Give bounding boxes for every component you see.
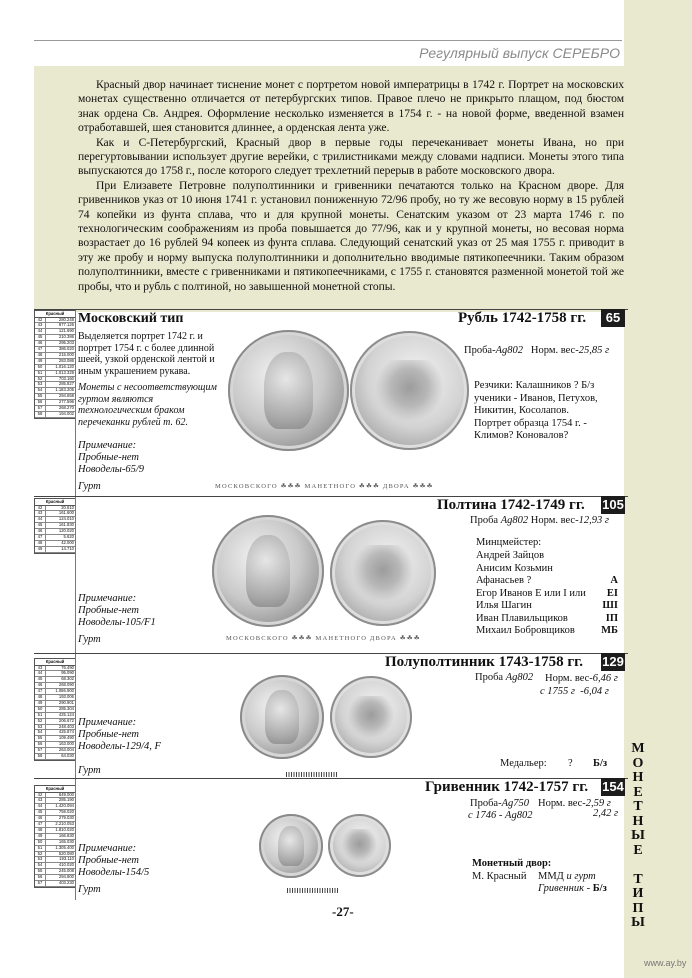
grivennik-reverse-image (328, 814, 391, 877)
mintage-year: 53 (35, 725, 46, 730)
grivennik-fineness (470, 798, 529, 810)
ruble-engravers (474, 380, 598, 443)
grivennik-engraver-label: Гривенник - (538, 883, 591, 894)
mint-master-name: Егор Иванов Е или I или (476, 587, 586, 599)
mintage-value: 425.124 (58, 711, 74, 717)
mintage-year: 54 (35, 863, 46, 868)
poltina-number: 105 (602, 497, 624, 512)
polupoltinnik-eagle (348, 696, 394, 739)
mintage-value: 1.420.094 (55, 803, 74, 809)
mintage-value: 1.810.020 (55, 826, 74, 832)
mintage-year: 54 (35, 388, 46, 393)
grivennik-mint-and: и (566, 871, 572, 882)
mintage-value: 161.830 (58, 522, 74, 528)
grivennik-fineness-value: Ag750 (501, 798, 530, 809)
mint-master-item (476, 550, 618, 563)
ruble-note: Монеты с несоответствующим гуртом являются технологическим браком перечеканки рублей т. 62. (78, 382, 217, 428)
mintage-value: 410.020 (58, 862, 74, 868)
mint-master-name: Иван Плавильщиков (476, 612, 568, 624)
mintage-value: 285.304 (58, 705, 74, 711)
mintage-year: 46 (35, 816, 46, 821)
polupoltinnik-fineness (475, 672, 533, 684)
mintage-year: 46 (35, 529, 46, 534)
grivennik-obverse-image (259, 814, 323, 878)
mintage-value: 109.490 (58, 735, 74, 741)
mint-master-item (476, 600, 618, 613)
poltina-remark-label: Примечание: (78, 593, 137, 604)
mintage-table-row (35, 754, 75, 760)
mintage-year: 43 (35, 666, 46, 671)
mintage-year: 57 (35, 881, 46, 886)
mintage-table-row (35, 412, 75, 418)
mintage-year: 47 (35, 535, 46, 540)
mintage-value: 268.090 (58, 682, 74, 688)
polupoltinnik-number: 129 (602, 654, 624, 669)
mintage-year: 50 (35, 707, 46, 712)
ruble-type-title: Московский тип (78, 311, 184, 326)
poltina-weight-value: 12,93 г (578, 515, 609, 526)
poltina-fineness-label: Проба (470, 515, 499, 526)
mintage-year: 49 (35, 834, 46, 839)
poltina-bust (246, 535, 291, 607)
mintage-year: 58 (35, 412, 46, 417)
mintage-year: 55 (35, 869, 46, 874)
mintage-year: 52 (35, 719, 46, 724)
grivennik-title: Гривенник 1742-1757 гг. (425, 779, 589, 795)
polupoltinnik-edge-image (286, 772, 338, 777)
mintage-value: 1.013.329 (55, 369, 74, 375)
mintage-value: 386.020 (58, 346, 74, 352)
mint-master-mark: IП (605, 612, 618, 624)
poltina-remark-2: Новоделы-105/F1 (78, 617, 156, 628)
poltina-masters-label: Минцмейстер: (476, 537, 542, 548)
mintage-year: 47 (35, 689, 46, 694)
mintage-value: 248.403 (58, 723, 74, 729)
intro-paragraph-1: Красный двор начинает тиснение монет с портретом новой императрицы в 1742 г. Портрет на московских монетах существенно отличается от петербургских типов. Правое плечо не прикрыто плащом, под бюстом знак ордена Св. Андрея. Оформление несколько изменяется в 1754 г. - на новой форме, введенной взамен отработавшей, шея становится длиннее, а орденская лента уже. (78, 78, 624, 135)
mintage-year: 46 (35, 341, 46, 346)
mintage-table-row (35, 881, 75, 887)
grivennik-fineness2-value: Ag802 (505, 810, 533, 821)
mintage-year: 42 (35, 506, 46, 511)
mintage-table-poltina (34, 498, 76, 554)
mintage-value: 425.874 (58, 729, 74, 735)
mintage-year: 49 (35, 359, 46, 364)
mintage-table-title: Красный (35, 499, 75, 506)
mintage-value: 20.610 (61, 504, 74, 510)
mintage-value: 193.110 (59, 856, 74, 862)
poltina-remark-1: Пробные-нет (78, 605, 140, 616)
mintage-year: 57 (35, 406, 46, 411)
mint-master-item (476, 563, 618, 576)
poltina-obverse-image (212, 515, 324, 627)
polupoltinnik-weight2-label: с 1755 г (540, 686, 576, 697)
mint-master-name: Илья Шагин (476, 600, 532, 611)
ruble-edge-label: Гурт (78, 481, 101, 492)
polupoltinnik-remark-label: Примечание: (78, 717, 137, 728)
mintage-year: 51 (35, 846, 46, 851)
mintage-value: 64.030 (61, 752, 74, 758)
mint-master-name: Анисим Козьмин (476, 562, 553, 574)
mintage-value: 290.901 (58, 699, 74, 705)
grivennik-number: 154 (602, 779, 624, 794)
mintage-value: 120.020 (58, 528, 74, 534)
mint-master-name: Михаил Бобровщиков (476, 625, 575, 636)
polupoltinnik-weight2-value: -6,04 г (580, 686, 609, 697)
mintage-value: 215.000 (58, 351, 74, 357)
mintage-year: 45 (35, 810, 46, 815)
poltina-edge-label: Гурт (78, 634, 101, 645)
intro-paragraph-2: Как и С-Петербургский, Красный двор в первые годы перечеканивает монеты Ивана, но при перегуртовывании использует другие верейки, с трилистниками между словами надписи. Монеты этого типа выпускаются до 1758 г., после которого следует трехлетний перерыв в работе московского двора. (78, 135, 624, 178)
polupoltinnik-obverse-image (240, 675, 324, 759)
mintage-year: 44 (35, 804, 46, 809)
mintage-year: 49 (35, 701, 46, 706)
poltina-fineness (470, 515, 609, 527)
mintage-value: 403.230 (58, 879, 74, 885)
ruble-engravers-line-3: Никитин, Косолапов. (474, 405, 569, 417)
page-number: -27- (332, 904, 354, 919)
polupoltinnik-edge-label: Гурт (78, 765, 101, 776)
mintage-year: 48 (35, 695, 46, 700)
ruble-obverse-image (228, 330, 349, 451)
polupoltinnik-weight2 (540, 686, 609, 698)
grivennik-remark-1: Пробные-нет (78, 855, 140, 866)
mintage-year: 53 (35, 857, 46, 862)
polupoltinnik-medalist-mark: Б/з (593, 758, 608, 769)
polupoltinnik-title: Полуполтинник 1743-1758 гг. (385, 654, 584, 670)
mintage-value: 124.010 (58, 516, 74, 522)
tables-divider (75, 310, 76, 900)
mintage-value: 759.020 (58, 809, 74, 815)
mintage-table-title: Красный (35, 659, 75, 666)
mintage-value: 193.006 (58, 694, 74, 700)
ruble-edge-inscription: МОСКОВСКОГО ☘☘☘ МАНЕТНОГО ☘☘☘ ДВОРА ☘☘☘ (215, 483, 434, 490)
mint-master-item (476, 613, 618, 626)
mint-master-item (476, 575, 618, 588)
mintage-value: 294.658 (58, 393, 74, 399)
grivennik-mint-name: М. Красный (472, 871, 527, 882)
ruble-description: Выделяется портрет 1742 г. и портрет 1754 г. с более длинной шеей, узкой орденской лентой и иным украшением рукава. (78, 331, 215, 377)
polupoltinnik-weight-label: Норм. вес- (545, 673, 593, 684)
mint-master-mark: ШI (602, 600, 618, 611)
mintage-value: 42.000 (61, 539, 74, 545)
mintage-year: 49 (35, 547, 46, 552)
grivennik-weight-label: Норм. вес- (538, 798, 586, 809)
polupoltinnik-fineness-label: Проба (475, 672, 504, 683)
mintage-value: 279.030 (58, 815, 74, 821)
grivennik-eagle (342, 829, 377, 862)
grivennik-bust (278, 826, 304, 867)
mintage-year: 42 (35, 793, 46, 798)
grivennik-edge-image (287, 888, 339, 893)
grivennik-mint-mark: ММД (538, 871, 564, 882)
mintage-value: 1.305.400 (55, 844, 74, 850)
mintage-year: 52 (35, 852, 46, 857)
mintage-value: 166.830 (58, 832, 74, 838)
mintage-year: 50 (35, 365, 46, 370)
mintage-year: 42 (35, 318, 46, 323)
mintage-value: 206.672 (58, 717, 74, 723)
ruble-remark-1: Пробные-нет (78, 452, 140, 463)
mintage-year: 56 (35, 400, 46, 405)
mintage-value: 295.203 (58, 340, 74, 346)
mintage-value: 163.000 (58, 741, 74, 747)
ruble-engravers-line-1: Резчики: Калашников ? Б/з (474, 380, 595, 391)
mintage-year: 44 (35, 671, 46, 676)
header-rule (34, 40, 622, 41)
polupoltinnik-medalist-label: Медальер: (500, 758, 547, 769)
mintage-table-ruble (34, 310, 76, 419)
ruble-title: Рубль 1742-1758 гг. (458, 310, 587, 326)
grivennik-mint-line (538, 871, 596, 883)
mintage-value: 294.800 (58, 874, 74, 880)
grivennik-remark-2: Новоделы-154/5 (78, 867, 150, 878)
ruble-fineness-value: Ag802 (495, 345, 524, 356)
mintage-value: 165.030 (58, 838, 74, 844)
grivennik-edge-label: Гурт (78, 884, 101, 895)
mintage-year: 47 (35, 822, 46, 827)
side-label: М О Н Е Т Н Ы Е Т И П Ы (631, 741, 645, 930)
mintage-value: 649.000 (58, 791, 74, 797)
mintage-value: 1.016.120 (55, 363, 74, 369)
grivennik-weight-value: 2,59 г (585, 798, 611, 809)
mintage-value: 194.002 (58, 410, 74, 416)
mintage-year: 45 (35, 677, 46, 682)
mintage-year: 53 (35, 382, 46, 387)
mint-master-mark: МБ (601, 625, 618, 636)
mintage-value: 121.690 (58, 328, 74, 334)
mintage-value: 703.160 (58, 375, 74, 381)
mintage-year: 44 (35, 517, 46, 522)
mintage-value: 283.086 (58, 357, 74, 363)
ruble-weight-value: 25,85 г (578, 345, 610, 356)
mintage-year: 50 (35, 840, 46, 845)
watermark: www.ay.by (644, 958, 687, 968)
mintage-year: 55 (35, 736, 46, 741)
mintage-value: 2.210.053 (55, 821, 74, 827)
grivennik-fineness2 (468, 810, 532, 822)
mint-master-mark: А (610, 575, 618, 586)
grivennik-remark-label: Примечание: (78, 843, 137, 854)
mintage-value: 161.600 (58, 510, 74, 516)
mintage-year: 57 (35, 748, 46, 753)
grivennik-fineness2-label: с 1746 - (468, 810, 503, 821)
mintage-value: 280.248 (58, 316, 74, 322)
polupoltinnik-medalist-unknown: ? (568, 758, 573, 769)
ruble-engravers-line-2: ученики - Иванов, Петухов, (474, 392, 598, 404)
ruble-fineness-label: Проба- (464, 345, 496, 356)
ruble-eagle (376, 360, 443, 422)
polupoltinnik-remark-1: Пробные-нет (78, 729, 140, 740)
poltina-reverse-image (330, 520, 436, 626)
mintage-value: 877.126 (58, 322, 74, 328)
poltina-masters-list (476, 550, 618, 638)
mintage-year: 48 (35, 353, 46, 358)
grivennik-mint-label: Монетный двор: (472, 858, 552, 869)
mint-master-name: Афанасьев ? (476, 575, 532, 586)
mintage-year: 54 (35, 730, 46, 735)
header-title: Регулярный выпуск СЕРЕБРО (419, 45, 620, 61)
mintage-year: 52 (35, 377, 46, 382)
mintage-value: 245.008 (58, 868, 74, 874)
mintage-year: 45 (35, 523, 46, 528)
ruble-bust (264, 352, 312, 429)
grivennik-weight2: 2,42 г (593, 808, 619, 819)
grivennik-fineness-label: Проба- (470, 798, 502, 809)
mintage-table-title: Красный (35, 311, 75, 318)
polupoltinnik-weight-value: 6,46 г (592, 673, 618, 684)
mintage-year: 51 (35, 371, 46, 376)
mintage-value: 268.270 (58, 404, 74, 410)
mintage-year: 44 (35, 329, 46, 334)
ruble-number: 65 (601, 309, 625, 327)
mintage-table-polupoltinnik (34, 658, 76, 761)
mintage-value: 1.183.205 (55, 387, 74, 393)
poltina-edge-inscription: МОСКОВСКОГО ☘☘☘ МАНЕТНОГО ДВОРА ☘☘☘ (226, 635, 421, 642)
polupoltinnik-remark-2: Новоделы-129/4, F (78, 741, 161, 752)
mintage-year: 43 (35, 323, 46, 328)
mint-master-item (476, 625, 618, 638)
mintage-value: 1.086.900 (55, 688, 74, 694)
mintage-value: 68.302 (61, 676, 74, 682)
ruble-engravers-line-4: Портрет образца 1754 г. - (474, 417, 587, 429)
mintage-year: 47 (35, 347, 46, 352)
mintage-value: 14.710 (61, 545, 74, 551)
mintage-value: 5.620 (63, 534, 74, 540)
mintage-value: 210.386 (58, 334, 74, 340)
mintage-year: 43 (35, 798, 46, 803)
grivennik-engraver (538, 883, 607, 895)
polupoltinnik-bust (265, 690, 299, 744)
mintage-year: 58 (35, 754, 46, 759)
mintage-table-row (35, 547, 75, 553)
mintage-year: 45 (35, 335, 46, 340)
mintage-value: 285.827 (58, 381, 74, 387)
mintage-value: 95.090 (61, 670, 74, 676)
mintage-value: 76.490 (61, 664, 74, 670)
mintage-value: 277.596 (58, 399, 74, 405)
mintage-table-grivennik (34, 785, 76, 888)
poltina-title: Полтина 1742-1749 гг. (437, 497, 585, 513)
mintage-value: 520.080 (58, 850, 74, 856)
mintage-year: 48 (35, 541, 46, 546)
mintage-value: 285.190 (58, 797, 74, 803)
ruble-engravers-line-5: Климов? Коновалов? (474, 430, 569, 442)
intro-text (78, 78, 624, 294)
grivennik-engraver-mark: Б/з (592, 883, 607, 894)
mintage-year: 56 (35, 742, 46, 747)
mintage-table-title: Красный (35, 786, 75, 793)
mint-master-name: Андрей Зайцов (476, 550, 545, 561)
ruble-reverse-image (350, 331, 469, 450)
mintage-year: 56 (35, 875, 46, 880)
ruble-weight-label: Норм. вес- (530, 345, 579, 356)
mintage-year: 43 (35, 511, 46, 516)
polupoltinnik-weight (545, 673, 618, 685)
polupoltinnik-fineness-value: Ag802 (505, 672, 534, 683)
intro-paragraph-3: При Елизавете Петровне полуполтинники и гривенники печатаются только на Красном дворе. Для гривенников указ от 10 июня 1741 г. установил пониженную 72/96 пробу, но ту же весовую норму в 15 рублей 74 копейки из фунта сплава, что и для крупной монеты. Сенатским указом от 23 марта 1746 г. по технологическим соображениям из проба повышается до 77/96, как и у крупной монеты, но весовая норма возрастает до 16 рублей 94 копеек из фунта сплава. Следующий сенатский указ от 25 мая 1755 г. приводит в эту же пробу и норму выпуска полуполтинники и дополнительно вводимые пятикопеечники. Таким образом полуполтинники, вместе с гривенниками и пятикопеечниками, с 1755 г. становятся разменной монетой той же пробы, что и рубль с полтиной, но завышенной монетной стопы. (78, 178, 624, 293)
grivennik-mint-edge: гурт (574, 871, 596, 882)
mintage-year: 55 (35, 394, 46, 399)
poltina-eagle (353, 545, 412, 600)
mintage-year: 48 (35, 828, 46, 833)
ruble-remark-label: Примечание: (78, 440, 137, 451)
ruble-remark-2: Новоделы-65/9 (78, 464, 145, 475)
polupoltinnik-reverse-image (330, 676, 412, 758)
poltina-weight-label: Норм. вес- (530, 515, 579, 526)
poltina-fineness-value: Ag802 (500, 515, 529, 526)
mintage-year: 46 (35, 683, 46, 688)
mintage-value: 263.004 (58, 747, 74, 753)
mintage-year: 51 (35, 713, 46, 718)
ruble-fineness (464, 345, 609, 357)
mint-master-item (476, 588, 618, 601)
mint-master-mark: ЕI (606, 587, 618, 599)
